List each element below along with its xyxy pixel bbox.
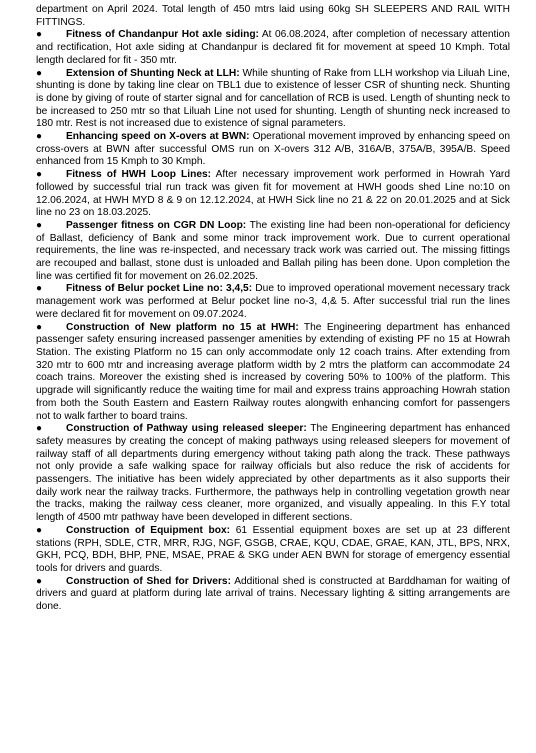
- item-heading: Fitness of Chandanpur Hot axle siding:: [66, 29, 259, 41]
- document-page: [36, 4, 510, 614]
- item-heading: Construction of Equipment box:: [66, 524, 231, 536]
- bullet-list: [36, 29, 510, 613]
- item-body: The Engineering department has enhanced safety measures by creating the concept of making pathways using released sleepers for movement of railway staff of all departments during emergency without taking path along the track. These pathways not only provide a safe walking space for railway officials but also reduce the risk of accidents for passengers. The initiative has been widely appreciated by other departments as it also supports their daily work near the railway tracks. Furthermore, the pathways help in controlling vegetation growth near the tracks, making the railway cess cleaner, more organized, and visually appealing. In this F.Y total length of 4500 mtr pathway have been developed in different sections.: [36, 423, 510, 524]
- list-item: [36, 423, 510, 525]
- bullet-icon: ●: [36, 283, 43, 295]
- list-item: [36, 131, 510, 169]
- item-body: Operational movement improved by enhancing speed on cross-overs at BWN after successful OMS run on X-overs 312 A/B, 316A/B, 375A/B, 395A/B. Speed enhanced from 15 Kmph to 30 Kmph.: [36, 131, 510, 168]
- item-heading: Passenger fitness on CGR DN Loop:: [66, 219, 247, 231]
- list-item: [36, 322, 510, 424]
- item-body: 61 Essential equipment boxes are set up at 23 different stations (RPH, SDLE, CTR, MRR, RJG, NGF, GSGB, CRAE, KQU, CDAE, GRAE, KAN, JTL, BPS, NRX, GKH, PCQ, BDH, BHP, PNE, MSAE, PRAE & SKG under AEN BWN for storage of emergency essential tools for drivers and guards.: [36, 524, 510, 574]
- item-body: While shunting of Rake from LLH workshop via Liluah Line, shunting is done by taking line clear on TBL1 due to existence of lesser CSR of shunting neck. Shunting is done by giving of route of starter signal and for cancellation of RCB is used. Length of shunting neck to be increased to 250 mtr so that Liluah Line not used for shunting. Length of shunting neck increased to 180 mtr. Rest is not increased due to existence of signal parameters.: [36, 67, 510, 130]
- bullet-icon: ●: [36, 29, 43, 41]
- item-body: Additional shed is constructed at Barddhaman for waiting of drivers and guard at platform during late arrival of trains. Necessary lighting & sitting arrangements are done.: [36, 575, 510, 613]
- bullet-icon: ●: [36, 131, 43, 143]
- item-body: The Engineering department has enhanced passenger safety ensuring increased passenger amenities by extending of existing PF no 15 at Howrah Station. The existing Platform no 15 can only accommodate only 12 coach trains. After extending from 320 mtr to 600 mtr and increasing average platform width by 2 mtrs the platform can accommodate 24 coach trains. Moreover the existing shed is increased by covering 50% to 100% of the platform. This upgrade will significantly reduce the waiting time for mail and express trains approaching Howrah station from both the South Eastern and Eastern Railway routes alongwith enhancing comfort for passengers not to walk farther to board trains.: [36, 321, 510, 422]
- item-body: At 06.08.2024, after completion of necessary attention and rectification, Hot axle siding at Chandanpur is declared fit for movement at speed 10 Kmph. Total length declared for fit - 350 mtr.: [36, 29, 510, 66]
- item-heading: Construction of New platform no 15 at HWH:: [66, 321, 299, 333]
- list-item: [36, 283, 510, 321]
- list-item: [36, 169, 510, 220]
- item-heading: Extension of Shunting Neck at LLH:: [66, 67, 240, 79]
- list-item: [36, 525, 510, 576]
- bullet-icon: ●: [36, 423, 43, 435]
- bullet-icon: ●: [36, 169, 43, 181]
- item-body: After necessary improvement work performed in Howrah Yard followed by successful trial run track was given fit for movement at HWH goods shed Line no:10 on 12.06.2024, at HWH MYD 8 & 9 on 12.12.2024, at HWH Sick line no 21 & 22 on 20.01.2025 and at Sick line no 23 on 18.03.2025.: [36, 169, 510, 219]
- bullet-icon: ●: [36, 67, 43, 79]
- item-heading: Fitness of HWH Loop Lines:: [66, 169, 212, 181]
- bullet-icon: ●: [36, 321, 43, 333]
- list-item: [36, 68, 510, 132]
- item-body: The existing line had been non-operational for deficiency of Ballast, deficiency of Bank and some minor track improvement work. Due to current operational requirements, the line was re-inspected, and necessary track work was carried out. The missing fittings are recouped and ballast, stone dust is unloaded and Ballah piling has been done. Upon completion the line was certified fit for movement on 26.02.2025.: [36, 219, 510, 282]
- bullet-icon: ●: [36, 219, 43, 231]
- list-item: [36, 220, 510, 284]
- bullet-icon: ●: [36, 575, 43, 587]
- item-heading: Construction of Shed for Drivers:: [66, 575, 231, 587]
- item-body: Due to improved operational movement necessary track management work was performed at Belur pocket line no-3, 4,& 5. After successful trial run the lines were declared fit for movement on 09.07.2024.: [36, 283, 510, 320]
- intro-paragraph: department on April 2024. Total length of 450 mtrs laid using 60kg SH SLEEPERS AND RAIL WITH FITTINGS.: [36, 4, 510, 28]
- list-item: [36, 576, 510, 614]
- bullet-icon: ●: [36, 524, 43, 536]
- item-heading: Enhancing speed on X-overs at BWN:: [66, 131, 250, 143]
- list-item: [36, 29, 510, 67]
- item-heading: Construction of Pathway using released sleeper:: [66, 423, 307, 435]
- item-heading: Fitness of Belur pocket Line no: 3,4,5:: [66, 283, 253, 295]
